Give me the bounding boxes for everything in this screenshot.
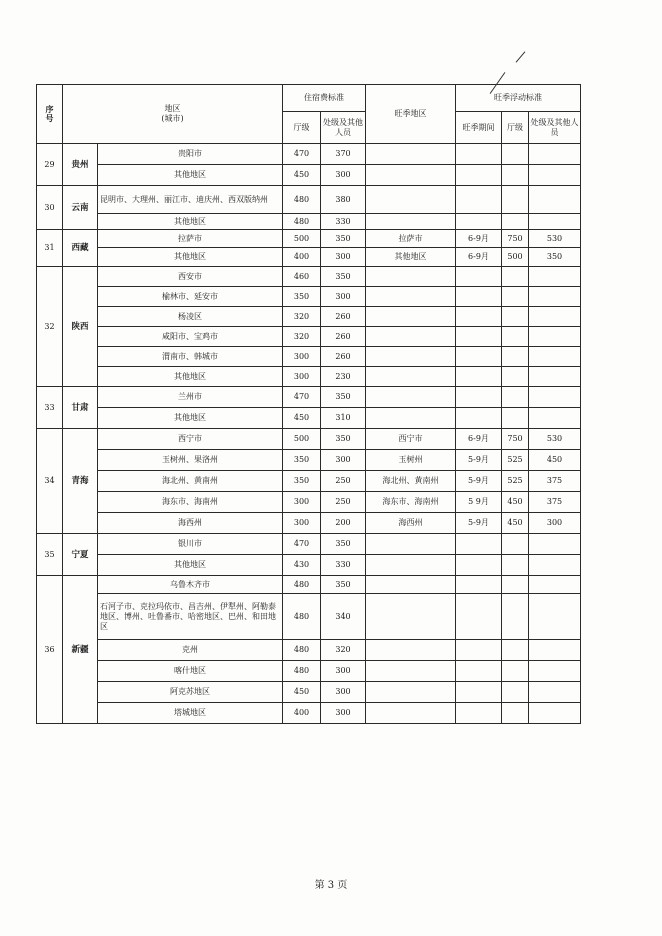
table-row: [37, 230, 581, 248]
peak-period-cell: [456, 555, 502, 576]
peak-region-cell: [366, 165, 456, 186]
table-row: [37, 367, 581, 387]
peak-period-cell: 6-9月: [456, 429, 502, 450]
ting-rate-cell: 350: [283, 287, 321, 307]
peak-ting-cell: [502, 640, 529, 661]
city-cell: 拉萨市: [98, 230, 283, 248]
peak-period-cell: [456, 214, 502, 230]
peak-region-cell: 玉树州: [366, 450, 456, 471]
ting-rate-cell: 400: [283, 248, 321, 267]
ting-rate-cell: 450: [283, 165, 321, 186]
ting-rate-cell: 460: [283, 267, 321, 287]
peak-ting-header: 厅级: [502, 112, 529, 144]
table-row: [37, 165, 581, 186]
peak-chu-cell: 375: [529, 471, 581, 492]
peak-region-cell: 西宁市: [366, 429, 456, 450]
city-cell: 海东市、海南州: [98, 492, 283, 513]
city-cell: 其他地区: [98, 367, 283, 387]
ting-rate-cell: 480: [283, 661, 321, 682]
chu-rate-cell: 230: [321, 367, 366, 387]
ting-rate-cell: 480: [283, 186, 321, 214]
table-row: [37, 534, 581, 555]
peak-chu-cell: [529, 186, 581, 214]
city-cell: 贵阳市: [98, 144, 283, 165]
peak-region-cell: [366, 682, 456, 703]
ting-rate-cell: 500: [283, 429, 321, 450]
peak-chu-cell: [529, 682, 581, 703]
table-row: [37, 594, 581, 640]
chu-rate-cell: 250: [321, 492, 366, 513]
province-name: 青海: [63, 429, 98, 534]
chu-rate-cell: 300: [321, 450, 366, 471]
peak-ting-cell: [502, 144, 529, 165]
peak-region-cell: [366, 307, 456, 327]
peak-ting-cell: [502, 555, 529, 576]
ting-rate-cell: 320: [283, 307, 321, 327]
peak-ting-cell: 525: [502, 471, 529, 492]
table-row: [37, 144, 581, 165]
peak-chu-cell: [529, 387, 581, 408]
table-row: [37, 248, 581, 267]
peak-period-cell: [456, 267, 502, 287]
chu-rate-cell: 300: [321, 165, 366, 186]
peak-chu-cell: [529, 661, 581, 682]
peak-chu-cell: [529, 534, 581, 555]
peak-chu-cell: [529, 367, 581, 387]
city-cell: 银川市: [98, 534, 283, 555]
peak-ting-cell: [502, 534, 529, 555]
city-cell: 昆明市、大理州、丽江市、迪庆州、西双版纳州: [98, 186, 283, 214]
table-row: [37, 703, 581, 724]
table-row: [37, 327, 581, 347]
table-row: [37, 347, 581, 367]
city-cell: 其他地区: [98, 214, 283, 230]
peak-period-cell: [456, 640, 502, 661]
ting-rate-cell: 300: [283, 367, 321, 387]
province-name: 甘肃: [63, 387, 98, 429]
peak-region-cell: [366, 408, 456, 429]
peak-region-cell: [366, 534, 456, 555]
peak-ting-cell: 450: [502, 513, 529, 534]
peak-ting-cell: [502, 703, 529, 724]
peak-chu-cell: 450: [529, 450, 581, 471]
lodging-standard-table: [36, 84, 581, 724]
chu-rate-cell: 300: [321, 287, 366, 307]
city-cell: 塔城地区: [98, 703, 283, 724]
table-row: [37, 387, 581, 408]
ting-rate-cell: 480: [283, 576, 321, 594]
peak-period-cell: [456, 408, 502, 429]
table-row: [37, 429, 581, 450]
lodging-std-header: 住宿费标准: [283, 85, 366, 112]
chu-header: 处级及其他人员: [321, 112, 366, 144]
chu-rate-cell: 350: [321, 230, 366, 248]
peak-chu-cell: [529, 594, 581, 640]
city-cell: 海北州、黄南州: [98, 471, 283, 492]
peak-chu-cell: [529, 703, 581, 724]
ting-rate-cell: 320: [283, 327, 321, 347]
peak-period-cell: [456, 682, 502, 703]
chu-rate-cell: 350: [321, 534, 366, 555]
peak-region-cell: 拉萨市: [366, 230, 456, 248]
chu-rate-cell: 310: [321, 408, 366, 429]
peak-ting-cell: [502, 387, 529, 408]
peak-region-cell: [366, 144, 456, 165]
table-row: [37, 640, 581, 661]
province-number: 31: [37, 230, 63, 267]
ting-rate-cell: 300: [283, 513, 321, 534]
province-name: 新疆: [63, 576, 98, 724]
peak-period-cell: 6-9月: [456, 248, 502, 267]
table-row: [37, 450, 581, 471]
peak-ting-cell: [502, 367, 529, 387]
peak-period-cell: [456, 534, 502, 555]
province-name: 贵州: [63, 144, 98, 186]
chu-rate-cell: 300: [321, 703, 366, 724]
ting-rate-cell: 470: [283, 387, 321, 408]
province-name: 宁夏: [63, 534, 98, 576]
city-cell: 杨凌区: [98, 307, 283, 327]
peak-ting-cell: [502, 661, 529, 682]
page-number: 第 3 页: [314, 880, 348, 891]
peak-period-cell: 6-9月: [456, 230, 502, 248]
peak-period-cell: [456, 287, 502, 307]
peak-chu-cell: [529, 165, 581, 186]
peak-ting-cell: [502, 408, 529, 429]
ting-rate-cell: 470: [283, 534, 321, 555]
peak-ting-cell: 525: [502, 450, 529, 471]
table-row: [37, 576, 581, 594]
peak-chu-cell: [529, 327, 581, 347]
peak-period-cell: [456, 367, 502, 387]
city-cell: 兰州市: [98, 387, 283, 408]
peak-region-cell: [366, 387, 456, 408]
peak-ting-cell: 450: [502, 492, 529, 513]
peak-period-cell: [456, 186, 502, 214]
peak-ting-cell: [502, 576, 529, 594]
peak-period-cell: [456, 594, 502, 640]
peak-period-cell: [456, 347, 502, 367]
peak-region-cell: [366, 267, 456, 287]
peak-region-cell: 海东市、海南州: [366, 492, 456, 513]
table-row: [37, 555, 581, 576]
city-cell: 西宁市: [98, 429, 283, 450]
peak-ting-cell: [502, 165, 529, 186]
table-row: [37, 682, 581, 703]
province-number: 35: [37, 534, 63, 576]
peak-chu-cell: [529, 640, 581, 661]
peak-chu-cell: [529, 287, 581, 307]
city-cell: 喀什地区: [98, 661, 283, 682]
chu-rate-cell: 350: [321, 267, 366, 287]
peak-region-cell: [366, 703, 456, 724]
city-cell: 海西州: [98, 513, 283, 534]
peak-region-cell: [366, 594, 456, 640]
table-row: [37, 661, 581, 682]
peak-chu-cell: 300: [529, 513, 581, 534]
city-cell: 榆林市、延安市: [98, 287, 283, 307]
province-number: 34: [37, 429, 63, 534]
peak-chu-cell: [529, 307, 581, 327]
peak-ting-cell: [502, 682, 529, 703]
chu-rate-cell: 350: [321, 576, 366, 594]
chu-rate-cell: 200: [321, 513, 366, 534]
peak-region-cell: [366, 214, 456, 230]
region-header: 地区 (城市): [63, 85, 283, 144]
city-cell: 克州: [98, 640, 283, 661]
peak-region-header: 旺季地区: [366, 85, 456, 144]
header-row-1: [37, 85, 581, 112]
peak-ting-cell: [502, 214, 529, 230]
chu-rate-cell: 260: [321, 327, 366, 347]
peak-ting-cell: [502, 347, 529, 367]
city-cell: 其他地区: [98, 555, 283, 576]
peak-chu-cell: [529, 408, 581, 429]
city-cell: 玉树州、果洛州: [98, 450, 283, 471]
peak-region-cell: [366, 186, 456, 214]
peak-region-cell: [366, 327, 456, 347]
city-cell: 石河子市、克拉玛依市、昌吉州、伊犁州、阿勒泰地区、博州、吐鲁番市、哈密地区、巴州、和田地区: [98, 594, 283, 640]
chu-rate-cell: 370: [321, 144, 366, 165]
province-name: 西藏: [63, 230, 98, 267]
chu-rate-cell: 330: [321, 214, 366, 230]
peak-ting-cell: [502, 186, 529, 214]
city-cell: 其他地区: [98, 408, 283, 429]
peak-chu-cell: [529, 214, 581, 230]
peak-chu-header: 处级及其他人员: [529, 112, 581, 144]
chu-rate-cell: 260: [321, 347, 366, 367]
peak-region-cell: [366, 661, 456, 682]
seq-header: 序号: [37, 85, 63, 144]
ting-rate-cell: 450: [283, 408, 321, 429]
province-number: 32: [37, 267, 63, 387]
chu-rate-cell: 320: [321, 640, 366, 661]
peak-region-cell: 海西州: [366, 513, 456, 534]
peak-period-cell: [456, 703, 502, 724]
peak-region-cell: [366, 640, 456, 661]
ting-rate-cell: 480: [283, 594, 321, 640]
peak-region-cell: [366, 347, 456, 367]
chu-rate-cell: 300: [321, 682, 366, 703]
ting-rate-cell: 480: [283, 214, 321, 230]
chu-rate-cell: 340: [321, 594, 366, 640]
city-cell: 其他地区: [98, 165, 283, 186]
peak-ting-cell: [502, 327, 529, 347]
ting-header: 厅级: [283, 112, 321, 144]
table-row: [37, 267, 581, 287]
city-cell: 乌鲁木齐市: [98, 576, 283, 594]
province-number: 36: [37, 576, 63, 724]
ting-rate-cell: 500: [283, 230, 321, 248]
city-cell: 其他地区: [98, 248, 283, 267]
peak-chu-cell: [529, 347, 581, 367]
chu-rate-cell: 260: [321, 307, 366, 327]
province-name: 陕西: [63, 267, 98, 387]
chu-rate-cell: 330: [321, 555, 366, 576]
peak-period-cell: 5-9月: [456, 513, 502, 534]
table-row: [37, 471, 581, 492]
peak-region-cell: [366, 367, 456, 387]
peak-chu-cell: 375: [529, 492, 581, 513]
table-row: [37, 186, 581, 214]
peak-region-cell: 海北州、黄南州: [366, 471, 456, 492]
table-row: [37, 287, 581, 307]
table-row: [37, 307, 581, 327]
scan-mark: [516, 51, 526, 62]
peak-period-cell: [456, 661, 502, 682]
city-cell: 渭南市、韩城市: [98, 347, 283, 367]
peak-region-cell: [366, 555, 456, 576]
peak-period-cell: 5-9月: [456, 471, 502, 492]
peak-ting-cell: 750: [502, 429, 529, 450]
peak-period-cell: [456, 144, 502, 165]
table-row: [37, 214, 581, 230]
peak-chu-cell: 350: [529, 248, 581, 267]
peak-period-cell: 5-9月: [456, 450, 502, 471]
ting-rate-cell: 480: [283, 640, 321, 661]
ting-rate-cell: 450: [283, 682, 321, 703]
peak-chu-cell: [529, 555, 581, 576]
peak-ting-cell: 500: [502, 248, 529, 267]
province-name: 云南: [63, 186, 98, 230]
peak-region-cell: 其他地区: [366, 248, 456, 267]
table-row: [37, 513, 581, 534]
chu-rate-cell: 380: [321, 186, 366, 214]
ting-rate-cell: 350: [283, 471, 321, 492]
peak-ting-cell: [502, 287, 529, 307]
peak-period-cell: [456, 165, 502, 186]
ting-rate-cell: 430: [283, 555, 321, 576]
peak-period-header: 旺季期间: [456, 112, 502, 144]
peak-chu-cell: [529, 576, 581, 594]
table-row: [37, 408, 581, 429]
peak-region-cell: [366, 287, 456, 307]
city-cell: 西安市: [98, 267, 283, 287]
chu-rate-cell: 300: [321, 661, 366, 682]
ting-rate-cell: 350: [283, 450, 321, 471]
chu-rate-cell: 350: [321, 387, 366, 408]
ting-rate-cell: 300: [283, 492, 321, 513]
peak-chu-cell: [529, 267, 581, 287]
peak-chu-cell: 530: [529, 429, 581, 450]
ting-rate-cell: 470: [283, 144, 321, 165]
ting-rate-cell: 400: [283, 703, 321, 724]
chu-rate-cell: 350: [321, 429, 366, 450]
peak-period-cell: [456, 387, 502, 408]
peak-period-cell: [456, 327, 502, 347]
table-row: [37, 492, 581, 513]
city-cell: 咸阳市、宝鸡市: [98, 327, 283, 347]
chu-rate-cell: 300: [321, 248, 366, 267]
city-cell: 阿克苏地区: [98, 682, 283, 703]
peak-period-cell: [456, 307, 502, 327]
peak-ting-cell: [502, 594, 529, 640]
province-number: 30: [37, 186, 63, 230]
peak-ting-cell: [502, 307, 529, 327]
peak-period-cell: [456, 576, 502, 594]
peak-chu-cell: 530: [529, 230, 581, 248]
peak-float-header: 旺季浮动标准: [456, 85, 581, 112]
peak-ting-cell: 750: [502, 230, 529, 248]
peak-ting-cell: [502, 267, 529, 287]
chu-rate-cell: 250: [321, 471, 366, 492]
peak-region-cell: [366, 576, 456, 594]
province-number: 29: [37, 144, 63, 186]
peak-chu-cell: [529, 144, 581, 165]
province-number: 33: [37, 387, 63, 429]
table-body: [37, 85, 581, 724]
ting-rate-cell: 300: [283, 347, 321, 367]
peak-period-cell: 5 9月: [456, 492, 502, 513]
